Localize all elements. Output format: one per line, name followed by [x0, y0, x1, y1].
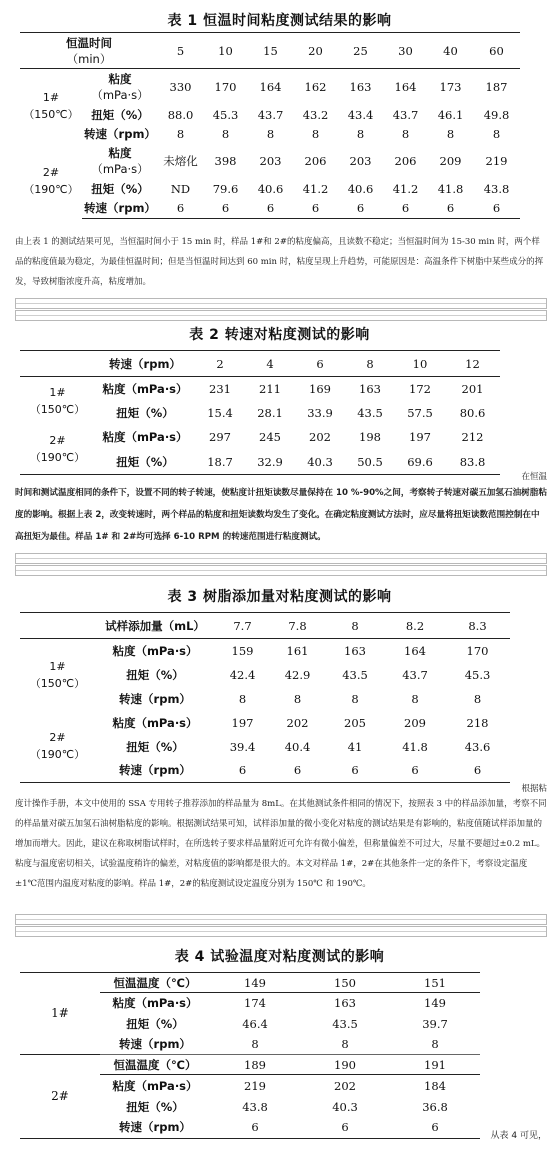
table1-header-cell: 30: [383, 33, 428, 69]
table-cell: 88.0: [167, 107, 194, 122]
table-cell: 43.2: [302, 107, 329, 122]
row-label: 转速（rpm）: [100, 1117, 210, 1139]
table-cell: 8: [293, 691, 302, 706]
row-label: 扭矩（%）: [126, 667, 184, 682]
table-cell: 202: [309, 430, 331, 444]
row-label: 粘度（mPa·s）: [112, 643, 198, 658]
table-cell: 6: [158, 199, 203, 219]
table-cell: 43.7: [392, 107, 419, 122]
table-cell: 170: [214, 79, 237, 94]
table1-header-cell: 15: [248, 33, 293, 69]
divider-bar: [15, 553, 547, 564]
table-cell: 50.5: [345, 450, 395, 475]
table-row: [20, 69, 520, 105]
row-label: 粘度（mPa·s）: [112, 995, 198, 1010]
table-cell: 8: [473, 691, 482, 706]
table-cell: 41: [347, 739, 363, 754]
table-cell: 6: [270, 759, 325, 783]
table-cell: 83.8: [445, 450, 500, 475]
table-row: [20, 973, 480, 993]
table-row: [20, 711, 510, 735]
table-cell: 202: [286, 715, 309, 730]
table-cell: 46.4: [242, 1016, 268, 1031]
table-cell: 170: [466, 643, 489, 658]
table1-group1-label: 1# （150℃）: [23, 90, 79, 121]
row-label: 转速（rpm）: [82, 199, 158, 219]
table-cell: 151: [390, 973, 480, 993]
row-label: 转速（rpm）: [95, 759, 215, 783]
table3-header-cell: 8.2: [385, 613, 445, 639]
table-cell: 231: [209, 381, 231, 396]
row-label: 扭矩（%）: [91, 107, 149, 122]
table3-header-cell: 8: [325, 613, 385, 639]
table-row: [20, 125, 520, 143]
table2-group1-label: 1# （150℃）: [29, 385, 86, 416]
table-cell: 28.1: [257, 405, 283, 420]
table-cell: 184: [424, 1078, 446, 1093]
table3-header-row: [20, 613, 510, 639]
paragraph-3-lead: 根据粘: [521, 784, 547, 794]
table-row: [20, 1055, 480, 1075]
table-cell: 69.6: [395, 450, 445, 475]
table4-group2-label: 2#: [20, 1055, 100, 1139]
table-cell: 40.6: [257, 181, 284, 196]
table-cell: 163: [359, 381, 381, 396]
row-label: 粘度（mPa·s）: [102, 430, 188, 444]
paragraph-2: 时间和测试温度相同的条件下，设置不同的转子转速，使粘度计扭矩读数尽量保持在 10 %-90%之间，考察转子转速对碳五加氢石油树脂粘度的影响。根据上表 2，改变转速时，两个样品的粘度和扭矩读数均发生了变化。在确定粘度测试方法时，应尽量将扭矩读数范围控制在中高扭矩为最佳。样品 1# 和 2#均可选择 6-10 RPM 的转速范围进行粘度测试。: [15, 488, 547, 542]
paragraph-3: 度计操作手册，本文中使用的 SSA 专用转子推荐添加的样品量为 8mL。在其他测试条件相同的情况下，按照表 3 中的样品添加量，考察不同的样品量对碳五加氢石油树脂粘度的影响。根据测试结果可知，试样添加量的微小变化对粘度的测试结果是有影响的，粘度值随试样添加量的增加而增大。因此，建议在称取树脂试样时，在所选转子要求样品量附近可允许有微小偏差，但称量偏差不可过大，尽量不要超过±0.2 mL。粘度与温度密切相关，试验温度稍许的偏差，对粘度值的影响都是很大的。本文对样品 1#，2#在其他条件一定的条件下，考察设定温度±1℃范围内温度对粘度的影响。样品 1#，2#的粘度测试设定温度分别为 150℃ 和 190℃。: [15, 799, 547, 889]
table1-header-cell: 25: [338, 33, 383, 69]
table-cell: 43.8: [242, 1099, 268, 1114]
table-row: [20, 105, 520, 125]
table-cell: 164: [394, 79, 417, 94]
row-label: 恒温温度（℃）: [100, 1055, 210, 1075]
table-cell: 203: [349, 153, 372, 168]
table-cell: 212: [461, 430, 484, 444]
row-label: 扭矩（%）: [126, 739, 184, 754]
row-label: 粘度 （mPa·s）: [91, 145, 149, 176]
table-row: [20, 377, 500, 401]
table2-header-cell: 6: [295, 351, 345, 377]
table-row: [20, 143, 520, 179]
table-cell: 6: [300, 1117, 390, 1139]
table-cell: 149: [424, 995, 446, 1010]
table-cell: 8: [251, 1037, 259, 1052]
table-cell: ND: [170, 181, 191, 196]
table-cell: 6: [210, 1117, 300, 1139]
table1-header-cell: 5: [158, 33, 203, 69]
table1-group2-label: 2# （190℃）: [23, 165, 79, 196]
table-cell: 6: [383, 199, 428, 219]
paragraph-1: 由上表 1 的测试结果可见，当恒温时间小于 15 min 时，样品 1#和 2#的粘度偏高，且读数不稳定；当恒温时间为 15-30 min 时，两个样品的粘度值最为稳定，为最佳恒温时间；但是当恒温时间达到 60 min 时，粘度呈现上升趋势，可能原因是：高温条件下树脂中某些成分的挥发，导致树脂浓度升高，粘度增加。: [15, 237, 544, 287]
table-cell: 41.2: [302, 181, 329, 196]
table-cell: 209: [439, 153, 462, 168]
table-cell: 8: [446, 126, 455, 141]
table-cell: 41.2: [392, 181, 419, 196]
table4-title: 表 4 试验温度对粘度测试的影响: [174, 949, 385, 965]
table-cell: 43.6: [464, 739, 491, 754]
table-cell: 6: [390, 1117, 480, 1139]
table-cell: 163: [344, 643, 366, 658]
table-cell: 163: [334, 995, 356, 1010]
row-label: 转速（rpm）: [119, 1037, 191, 1052]
table-cell: 159: [231, 643, 254, 658]
table-cell: 8: [351, 691, 359, 706]
divider-bar: [15, 914, 547, 925]
divider-bar: [15, 310, 547, 321]
row-label: 转速（rpm）: [84, 126, 156, 141]
table-cell: 46.1: [437, 107, 464, 122]
table-cell: 43.8: [483, 181, 510, 196]
table-cell: 8: [492, 126, 501, 141]
table-cell: 198: [359, 430, 381, 444]
table-row: [20, 639, 510, 663]
table-cell: 6: [325, 759, 385, 783]
paragraph-4-lead: 从表 4 可见，: [490, 1131, 547, 1141]
table-cell: 49.8: [483, 107, 510, 122]
table-cell: 8: [401, 126, 410, 141]
table-cell: 40.3: [295, 450, 345, 475]
row-label: 扭矩（%）: [116, 405, 174, 420]
table-cell: 33.9: [307, 405, 333, 420]
table-cell: 18.7: [195, 450, 245, 475]
table-row: [20, 199, 520, 219]
paragraph-2-lead: 在恒温: [521, 472, 547, 482]
table-cell: 41.8: [437, 181, 464, 196]
table-cell: 6: [293, 199, 338, 219]
table-cell: 6: [428, 199, 473, 219]
table-cell: 197: [409, 430, 431, 444]
table-cell: 398: [214, 153, 237, 168]
table-cell: 197: [231, 715, 254, 730]
table-cell: 297: [209, 430, 231, 444]
table-cell: 169: [309, 381, 331, 396]
table-cell: 191: [390, 1055, 480, 1075]
table-cell: 8: [356, 126, 365, 141]
table-cell: 161: [286, 643, 309, 658]
table1: [20, 32, 520, 219]
table-cell: 206: [304, 153, 327, 168]
row-label: 扭矩（%）: [91, 181, 149, 196]
table1-header-label: 恒温时间 （min）: [20, 33, 158, 69]
table-cell: 201: [461, 381, 484, 396]
table-cell: 15.4: [207, 405, 233, 420]
table-cell: 8: [238, 691, 247, 706]
divider-bar: [15, 298, 547, 309]
table3-header-label: 试样添加量（mL）: [95, 613, 215, 639]
table-cell: 330: [169, 79, 192, 94]
table-cell: 43.4: [347, 107, 374, 122]
table-cell: 8: [431, 1037, 439, 1052]
table3-title: 表 3 树脂添加量对粘度测试的影响: [167, 589, 392, 605]
table-cell: 43.5: [357, 405, 383, 420]
table-cell: 189: [210, 1055, 300, 1075]
table2-header-row: [20, 351, 500, 377]
table-cell: 8: [221, 126, 230, 141]
table-cell: 40.6: [347, 181, 374, 196]
table-cell: 43.7: [257, 107, 284, 122]
table-cell: 202: [334, 1078, 356, 1093]
table-cell: 43.5: [342, 667, 368, 682]
table-cell: 42.4: [229, 667, 256, 682]
table1-title: 表 1 恒温时间粘度测试结果的影响: [167, 13, 392, 29]
table-cell: 43.5: [332, 1016, 358, 1031]
table-cell: 43.7: [402, 667, 428, 682]
table-cell: 40.3: [332, 1099, 358, 1114]
table-cell: 41.8: [402, 739, 428, 754]
divider-bar: [15, 565, 547, 576]
table-cell: 218: [466, 715, 489, 730]
table3-group2-label: 2# （190℃）: [20, 711, 95, 783]
table-cell: 162: [304, 79, 327, 94]
table-cell: 6: [203, 199, 248, 219]
table-cell: 42.9: [284, 667, 311, 682]
table-cell: 40.4: [284, 739, 311, 754]
table4: [20, 972, 480, 1139]
table2-header-label: 转速（rpm）: [95, 351, 195, 377]
table4-group1-label: 1#: [20, 973, 100, 1055]
table-cell: 209: [404, 715, 426, 730]
table-cell: 163: [349, 79, 372, 94]
table-cell: 79.6: [212, 181, 239, 196]
table-cell: 8: [176, 126, 185, 141]
table-cell: 8: [341, 1037, 349, 1052]
table-cell: 6: [385, 759, 445, 783]
table-cell: 45.3: [464, 667, 491, 682]
table-cell: 164: [404, 643, 426, 658]
table-cell: 149: [210, 973, 300, 993]
table-row: [20, 179, 520, 199]
row-label: 粘度（mPa·s）: [102, 381, 188, 396]
row-label: 扭矩（%）: [126, 1099, 184, 1114]
table2-header-cell: 2: [195, 351, 245, 377]
table2-group2-label: 2# （190℃）: [20, 425, 95, 475]
table-cell: 6: [473, 199, 520, 219]
table-cell: 205: [344, 715, 366, 730]
table-row: [20, 425, 500, 450]
table-cell: 45.3: [212, 107, 239, 122]
table-cell: 6: [445, 759, 510, 783]
row-label: 转速（rpm）: [119, 691, 191, 706]
table2-title: 表 2 转速对粘度测试的影响: [189, 327, 370, 343]
table2-header-cell: 10: [395, 351, 445, 377]
table2: [20, 350, 500, 475]
table-cell: 164: [259, 79, 282, 94]
table-cell: 187: [485, 79, 508, 94]
table-cell: 8: [411, 691, 419, 706]
table-cell: 173: [439, 79, 462, 94]
table-cell: 245: [259, 430, 281, 444]
table1-header-cell: 20: [293, 33, 338, 69]
table-cell: 203: [259, 153, 282, 168]
table1-header-cell: 60: [473, 33, 520, 69]
table-cell: 6: [248, 199, 293, 219]
table3-group1-label: 1# （150℃）: [29, 659, 86, 690]
table-cell: 211: [259, 381, 281, 396]
table-cell: 150: [300, 973, 390, 993]
table1-header-cell: 40: [428, 33, 473, 69]
table-cell: 39.7: [422, 1016, 448, 1031]
table-cell: 190: [300, 1055, 390, 1075]
table-cell: 57.5: [407, 405, 433, 420]
table3-header-cell: 7.7: [215, 613, 270, 639]
table-cell: 36.8: [422, 1099, 448, 1114]
table3-header-cell: 7.8: [270, 613, 325, 639]
table-cell: 80.6: [459, 405, 486, 420]
row-label: 扭矩（%）: [126, 1016, 184, 1031]
table-cell: 6: [215, 759, 270, 783]
table-cell: 172: [409, 381, 431, 396]
divider-bar: [15, 926, 547, 937]
table-cell: 8: [311, 126, 320, 141]
table-cell: 206: [394, 153, 417, 168]
row-label: 粘度 （mPa·s）: [91, 71, 149, 102]
table-cell: 32.9: [245, 450, 295, 475]
table-cell: 39.4: [229, 739, 256, 754]
table-cell: 219: [485, 153, 508, 168]
table-cell: 8: [266, 126, 275, 141]
table1-header-row: [20, 33, 520, 69]
table2-header-cell: 4: [245, 351, 295, 377]
table-cell: 6: [338, 199, 383, 219]
table3-header-cell: 8.3: [445, 613, 510, 639]
table-cell: 未熔化: [163, 153, 198, 168]
table2-header-cell: 8: [345, 351, 395, 377]
table2-header-cell: 12: [445, 351, 500, 377]
table3: [20, 612, 510, 783]
table-cell: 174: [244, 995, 266, 1010]
row-label: 粘度（mPa·s）: [112, 715, 198, 730]
row-label: 恒温温度（℃）: [100, 973, 210, 993]
row-label: 扭矩（%）: [95, 450, 195, 475]
row-label: 粘度（mPa·s）: [112, 1078, 198, 1093]
table1-header-cell: 10: [203, 33, 248, 69]
table-cell: 219: [244, 1078, 266, 1093]
